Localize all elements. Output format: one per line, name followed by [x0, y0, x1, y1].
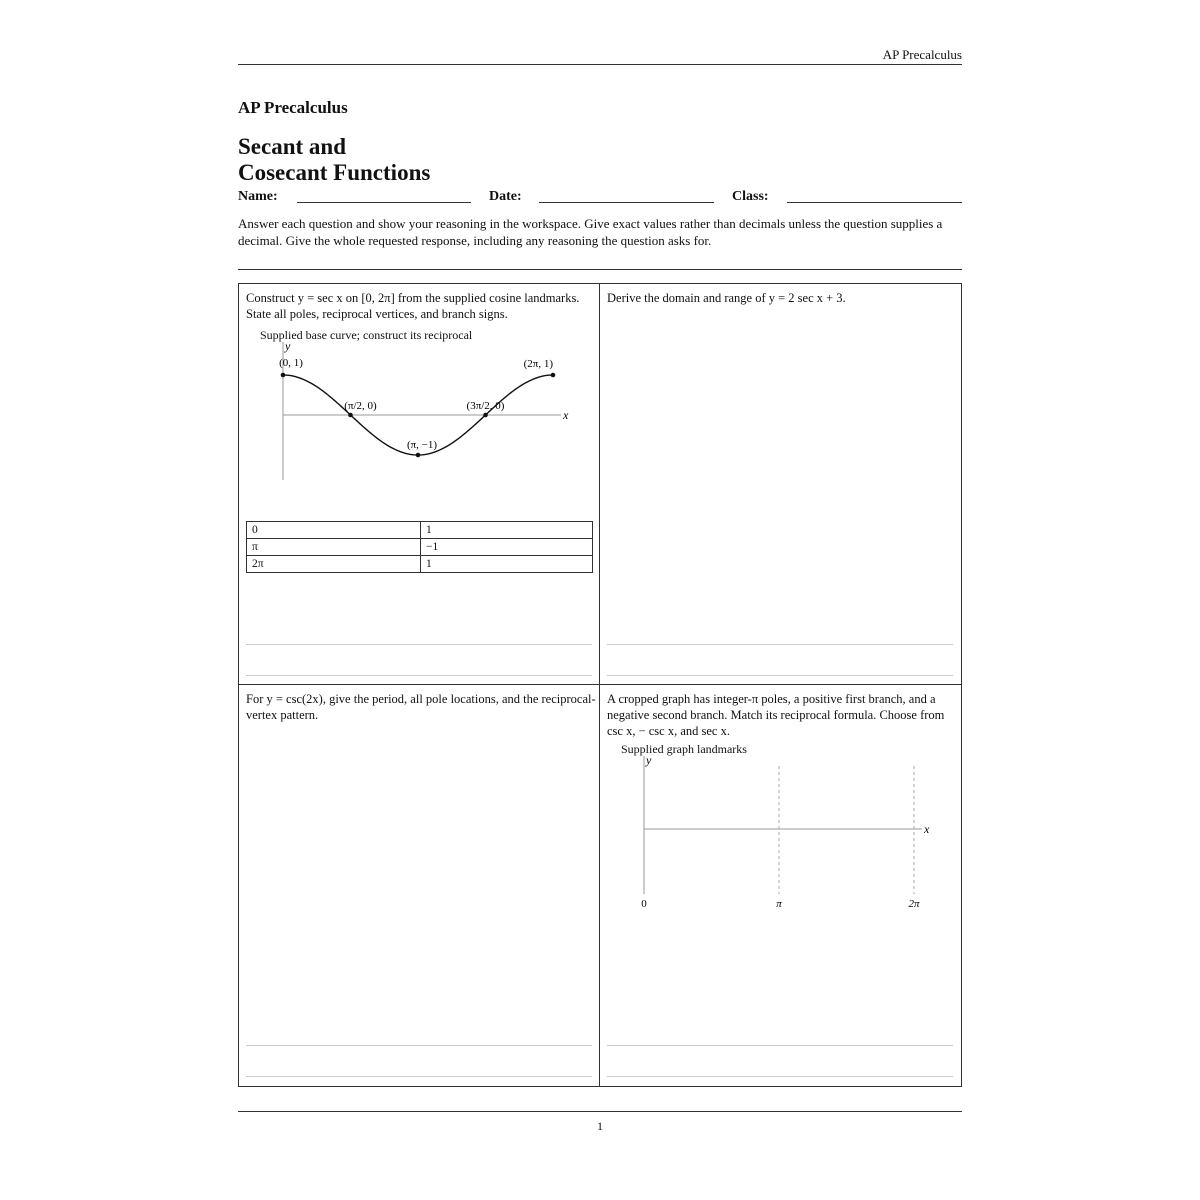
landmark-point [348, 413, 353, 418]
landmark-point [281, 373, 286, 378]
cosine-graph [239, 340, 600, 490]
class-field[interactable] [787, 202, 962, 203]
question-4-prompt: A cropped graph has integer-π poles, a positive first branch, and a negative second branch. Match its reciprocal formula. Choose from csc x, − csc x, and sec x. [607, 692, 945, 738]
answer-line[interactable] [246, 644, 592, 645]
table-row [247, 556, 593, 573]
class-label: Class: [732, 189, 769, 204]
y-axis-label: y [285, 340, 291, 353]
table-cell: −1 [421, 539, 593, 556]
table-cell: 0 [247, 522, 421, 539]
answer-line[interactable] [607, 1076, 953, 1077]
landmark-label: (3π/2, 0) [466, 400, 505, 412]
table-cell: 2π [247, 556, 421, 573]
table-row [247, 539, 593, 556]
question-1-prompt: Construct y = sec x on [0, 2π] from the supplied cosine landmarks. State all poles, reciprocal vertices, and branch signs. [246, 291, 580, 321]
instructions: Answer each question and show your reasoning in the workspace. Give exact values rather than decimals unless the question supplies a decimal. Give the whole requested response, including any reasoning the question asks for. [238, 216, 943, 248]
title-line-2: Cosecant Functions [238, 160, 431, 185]
tick-label: 2π [908, 898, 920, 910]
name-label: Name: [238, 189, 278, 204]
x-axis-label: x [924, 822, 930, 836]
answer-line[interactable] [246, 1076, 592, 1077]
x-axis-label: x [563, 408, 569, 422]
landmark-point [483, 413, 488, 418]
footer-rule [238, 1111, 962, 1112]
question-2 [600, 284, 961, 685]
question-grid [238, 283, 962, 1087]
figure-1-caption: Supplied base curve; construct its reciprocal [260, 328, 473, 342]
table-cell: 1 [421, 556, 593, 573]
table-row [247, 522, 593, 539]
answer-line[interactable] [246, 1045, 592, 1046]
answer-line[interactable] [246, 675, 592, 676]
question-3-prompt: For y = csc(2x), give the period, all pole locations, and the reciprocal-vertex pattern. [246, 692, 596, 722]
landmark-label: (π/2, 0) [344, 400, 377, 412]
name-field[interactable] [297, 202, 471, 203]
landmark-point [416, 453, 421, 458]
instructions-rule [238, 269, 962, 270]
answer-line[interactable] [607, 644, 953, 645]
answer-line[interactable] [607, 675, 953, 676]
question-3 [239, 685, 600, 1086]
date-label: Date: [489, 189, 522, 204]
question-2-prompt: Derive the domain and range of y = 2 sec x + 3. [607, 291, 846, 305]
tick-label: π [776, 898, 782, 910]
page-number: 1 [597, 1119, 603, 1133]
y-axis-label: y [646, 754, 652, 767]
table-cell: 1 [421, 522, 593, 539]
worksheet-title [238, 134, 430, 186]
figure-4-caption: Supplied graph landmarks [621, 742, 747, 756]
course-name: AP Precalculus [238, 98, 348, 117]
landmark-graph [600, 754, 961, 914]
landmark-label: (π, −1) [406, 439, 438, 451]
landmark-label: (2π, 1) [523, 358, 553, 370]
question-4 [600, 685, 961, 1086]
landmark-label: (0, 1) [279, 357, 303, 369]
title-line-1: Secant and [238, 134, 346, 159]
tick-label: 0 [641, 898, 647, 910]
landmark-point [551, 373, 556, 378]
header-rule [238, 64, 962, 65]
question-1 [239, 284, 600, 685]
date-field[interactable] [539, 202, 714, 203]
running-header: AP Precalculus [882, 47, 962, 62]
landmark-table [246, 521, 593, 573]
table-cell: π [247, 539, 421, 556]
answer-line[interactable] [607, 1045, 953, 1046]
